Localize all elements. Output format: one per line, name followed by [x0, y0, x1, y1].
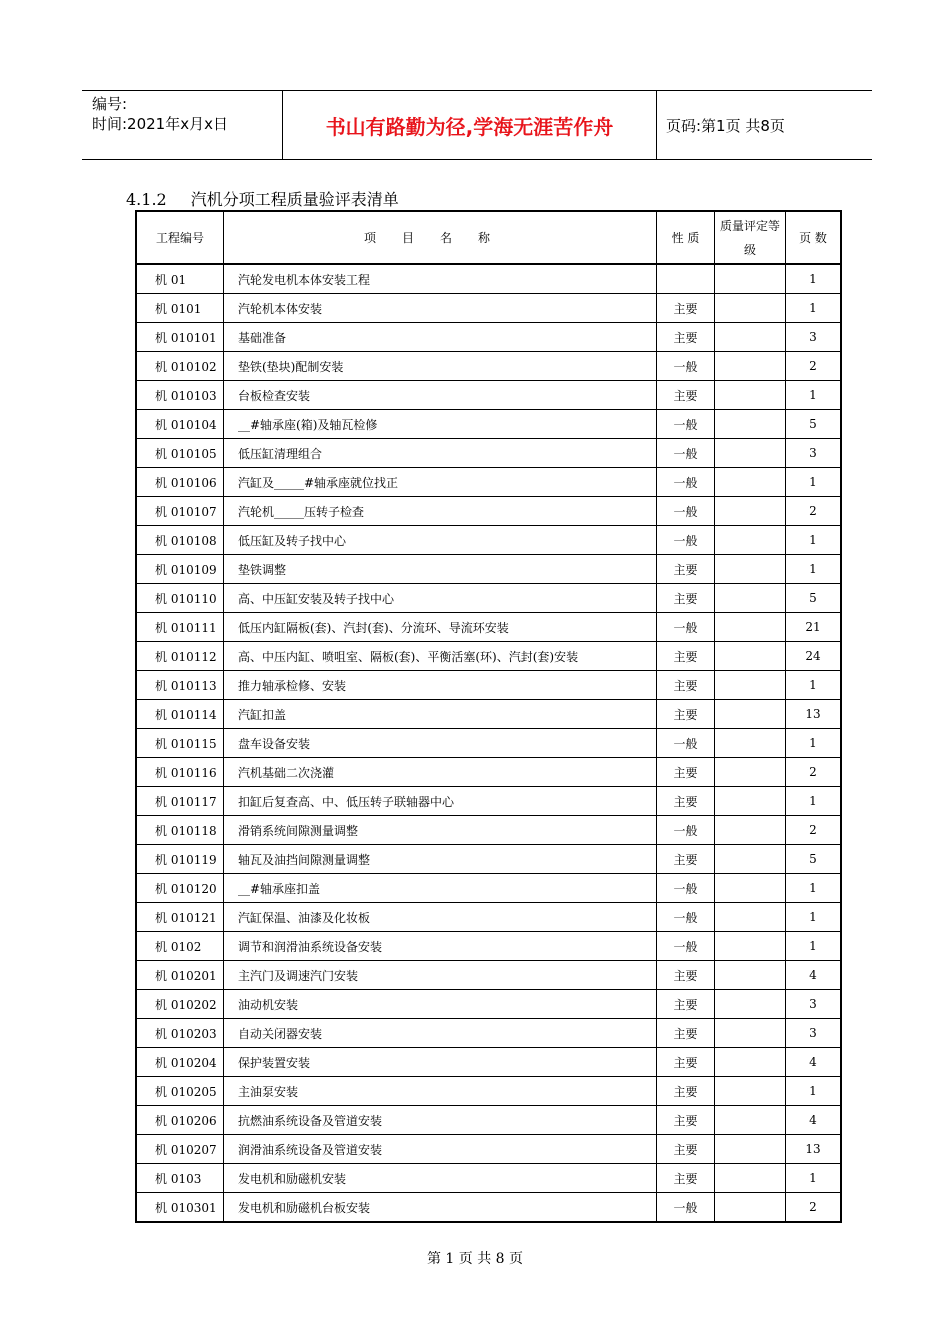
cell-name: __#轴承座扣盖 [224, 874, 657, 903]
cell-name: 汽缸扣盖 [224, 700, 657, 729]
table-row [136, 1019, 841, 1048]
cell-nature: 主要 [657, 1077, 715, 1106]
cell-nature: 一般 [657, 497, 715, 526]
cell-code: 机 010301 [136, 1193, 224, 1223]
cell-nature: 一般 [657, 352, 715, 381]
cell-code: 机 010106 [136, 468, 224, 497]
section-number: 4.1.2 [126, 190, 167, 209]
inspection-table [135, 210, 842, 1223]
table-row [136, 439, 841, 468]
cell-code: 机 010111 [136, 613, 224, 642]
cell-nature: 一般 [657, 729, 715, 758]
cell-code: 机 010101 [136, 323, 224, 352]
cell-grade [715, 787, 786, 816]
cell-nature: 一般 [657, 874, 715, 903]
cell-pages: 2 [786, 352, 842, 381]
cell-name: 汽轮机本体安装 [224, 294, 657, 323]
cell-pages: 5 [786, 584, 842, 613]
cell-code: 机 010112 [136, 642, 224, 671]
cell-pages: 1 [786, 874, 842, 903]
table-row [136, 758, 841, 787]
cell-code: 机 010202 [136, 990, 224, 1019]
cell-grade [715, 497, 786, 526]
cell-name: 扣缸后复查高、中、低压转子联轴器中心 [224, 787, 657, 816]
cell-code: 机 010105 [136, 439, 224, 468]
cell-nature: 主要 [657, 758, 715, 787]
cell-name: 推力轴承检修、安装 [224, 671, 657, 700]
cell-name: 滑销系统间隙测量调整 [224, 816, 657, 845]
cell-nature: 主要 [657, 961, 715, 990]
cell-pages: 1 [786, 787, 842, 816]
cell-pages: 3 [786, 323, 842, 352]
cell-name: 汽缸及_____#轴承座就位找正 [224, 468, 657, 497]
cell-grade [715, 758, 786, 787]
table-row [136, 1077, 841, 1106]
cell-name: 主汽门及调速汽门安装 [224, 961, 657, 990]
cell-nature: 主要 [657, 1135, 715, 1164]
table-row [136, 497, 841, 526]
cell-nature: 一般 [657, 613, 715, 642]
table-row [136, 526, 841, 555]
cell-code: 机 010108 [136, 526, 224, 555]
table-row [136, 555, 841, 584]
cell-grade [715, 874, 786, 903]
cell-nature: 主要 [657, 1019, 715, 1048]
cell-pages: 1 [786, 1164, 842, 1193]
header-code: 工程编号 [136, 211, 224, 264]
cell-nature: 一般 [657, 903, 715, 932]
cell-code: 机 010204 [136, 1048, 224, 1077]
cell-pages: 4 [786, 1048, 842, 1077]
cell-name: 汽缸保温、油漆及化妆板 [224, 903, 657, 932]
cell-nature: 主要 [657, 845, 715, 874]
cell-nature: 主要 [657, 294, 715, 323]
cell-name: 汽机基础二次浇灌 [224, 758, 657, 787]
cell-pages: 4 [786, 1106, 842, 1135]
cell-code: 机 010121 [136, 903, 224, 932]
cell-grade [715, 671, 786, 700]
table-row [136, 816, 841, 845]
cell-name: 低压缸及转子找中心 [224, 526, 657, 555]
cell-code: 机 010109 [136, 555, 224, 584]
cell-name: 汽轮发电机本体安装工程 [224, 264, 657, 294]
cell-code: 机 010104 [136, 410, 224, 439]
cell-grade [715, 294, 786, 323]
header-meta [82, 91, 283, 159]
cell-pages: 1 [786, 264, 842, 294]
cell-nature: 一般 [657, 1193, 715, 1223]
cell-nature: 一般 [657, 932, 715, 961]
cell-code: 机 010205 [136, 1077, 224, 1106]
table-row [136, 613, 841, 642]
cell-pages: 3 [786, 1019, 842, 1048]
cell-grade [715, 990, 786, 1019]
table-row [136, 1193, 841, 1223]
cell-pages: 1 [786, 903, 842, 932]
cell-code: 机 0102 [136, 932, 224, 961]
cell-pages: 1 [786, 468, 842, 497]
cell-nature: 主要 [657, 1048, 715, 1077]
cell-pages: 13 [786, 700, 842, 729]
cell-name: 油动机安装 [224, 990, 657, 1019]
cell-grade [715, 439, 786, 468]
table-row [136, 700, 841, 729]
cell-code: 机 010115 [136, 729, 224, 758]
cell-grade [715, 584, 786, 613]
table-row [136, 990, 841, 1019]
cell-name: 发电机和励磁机台板安装 [224, 1193, 657, 1223]
table-row [136, 903, 841, 932]
cell-pages: 4 [786, 961, 842, 990]
cell-grade [715, 1048, 786, 1077]
cell-grade [715, 816, 786, 845]
cell-grade [715, 1019, 786, 1048]
cell-code: 机 010206 [136, 1106, 224, 1135]
cell-nature: 主要 [657, 323, 715, 352]
cell-name: 垫铁调整 [224, 555, 657, 584]
cell-name: 盘车设备安装 [224, 729, 657, 758]
page-header [82, 90, 872, 160]
cell-grade [715, 613, 786, 642]
cell-grade [715, 700, 786, 729]
cell-code: 机 0101 [136, 294, 224, 323]
section-title: 汽机分项工程质量验评表清单 [190, 190, 399, 209]
table-row [136, 1164, 841, 1193]
cell-name: 抗燃油系统设备及管道安装 [224, 1106, 657, 1135]
header-page-info: 页码:第1页 共8页 [666, 116, 785, 135]
cell-code: 机 010110 [136, 584, 224, 613]
cell-code: 机 01 [136, 264, 224, 294]
cell-pages: 1 [786, 729, 842, 758]
cell-name: 台板检查安装 [224, 381, 657, 410]
cell-nature: 主要 [657, 555, 715, 584]
cell-name: 保护装置安装 [224, 1048, 657, 1077]
table-row [136, 961, 841, 990]
cell-code: 机 010114 [136, 700, 224, 729]
table-body [136, 264, 841, 1222]
table-row [136, 1048, 841, 1077]
cell-nature: 一般 [657, 816, 715, 845]
cell-code: 机 010102 [136, 352, 224, 381]
cell-name: 垫铁(垫块)配制安装 [224, 352, 657, 381]
header-motto: 书山有路勤为径,学海无涯苦作舟 [283, 91, 657, 159]
cell-pages: 1 [786, 381, 842, 410]
cell-nature [657, 264, 715, 294]
cell-grade [715, 845, 786, 874]
cell-nature: 主要 [657, 671, 715, 700]
cell-pages: 2 [786, 758, 842, 787]
cell-pages: 1 [786, 294, 842, 323]
cell-grade [715, 352, 786, 381]
cell-pages: 1 [786, 526, 842, 555]
cell-code: 机 0103 [136, 1164, 224, 1193]
cell-nature: 一般 [657, 410, 715, 439]
cell-name: 基础准备 [224, 323, 657, 352]
section-heading [126, 187, 399, 210]
cell-pages: 3 [786, 439, 842, 468]
table-row [136, 787, 841, 816]
cell-name: 自动关闭器安装 [224, 1019, 657, 1048]
number-label: 编号: [92, 95, 128, 113]
cell-pages: 21 [786, 613, 842, 642]
cell-grade [715, 1077, 786, 1106]
table-row [136, 671, 841, 700]
table-row [136, 410, 841, 439]
cell-nature: 主要 [657, 584, 715, 613]
cell-code: 机 010103 [136, 381, 224, 410]
cell-grade [715, 555, 786, 584]
cell-name: 汽轮机_____压转子检查 [224, 497, 657, 526]
cell-grade [715, 932, 786, 961]
table-row [136, 264, 841, 294]
cell-code: 机 010107 [136, 497, 224, 526]
cell-pages: 1 [786, 1077, 842, 1106]
cell-grade [715, 264, 786, 294]
cell-grade [715, 468, 786, 497]
cell-name: 主油泵安装 [224, 1077, 657, 1106]
cell-nature: 主要 [657, 1106, 715, 1135]
cell-name: 高、中压内缸、喷咀室、隔板(套)、平衡活塞(环)、汽封(套)安装 [224, 642, 657, 671]
cell-code: 机 010201 [136, 961, 224, 990]
cell-name: 发电机和励磁机安装 [224, 1164, 657, 1193]
cell-nature: 一般 [657, 526, 715, 555]
cell-name: 低压缸清理组合 [224, 439, 657, 468]
cell-nature: 主要 [657, 381, 715, 410]
cell-grade [715, 642, 786, 671]
table-row [136, 352, 841, 381]
cell-pages: 2 [786, 816, 842, 845]
cell-nature: 主要 [657, 1164, 715, 1193]
cell-pages: 5 [786, 845, 842, 874]
cell-grade [715, 323, 786, 352]
table-row [136, 729, 841, 758]
cell-name: __#轴承座(箱)及轴瓦检修 [224, 410, 657, 439]
page-footer: 第 1 页 共 8 页 [426, 1251, 524, 1267]
cell-code: 机 010117 [136, 787, 224, 816]
cell-grade [715, 729, 786, 758]
table-row [136, 1135, 841, 1164]
table-row [136, 1106, 841, 1135]
table-row [136, 294, 841, 323]
cell-name: 低压内缸隔板(套)、汽封(套)、分流环、导流环安装 [224, 613, 657, 642]
cell-nature: 主要 [657, 700, 715, 729]
cell-nature: 主要 [657, 990, 715, 1019]
table-header-row [136, 211, 841, 264]
cell-grade [715, 1106, 786, 1135]
cell-pages: 5 [786, 410, 842, 439]
table-row [136, 932, 841, 961]
cell-grade [715, 1193, 786, 1223]
cell-grade [715, 1164, 786, 1193]
cell-pages: 3 [786, 990, 842, 1019]
cell-grade [715, 526, 786, 555]
table-row [136, 584, 841, 613]
cell-code: 机 010120 [136, 874, 224, 903]
cell-nature: 主要 [657, 642, 715, 671]
table-row [136, 874, 841, 903]
cell-pages: 1 [786, 555, 842, 584]
header-nature: 性 质 [657, 211, 715, 264]
table-row [136, 323, 841, 352]
cell-code: 机 010203 [136, 1019, 224, 1048]
header-grade: 质量评定等级 [715, 211, 786, 264]
cell-pages: 1 [786, 932, 842, 961]
cell-code: 机 010207 [136, 1135, 224, 1164]
cell-grade [715, 1135, 786, 1164]
cell-nature: 一般 [657, 439, 715, 468]
table-row [136, 642, 841, 671]
cell-name: 高、中压缸安装及转子找中心 [224, 584, 657, 613]
table-row [136, 381, 841, 410]
header-pages: 页 数 [786, 211, 842, 264]
cell-code: 机 010113 [136, 671, 224, 700]
table-row [136, 845, 841, 874]
cell-pages: 1 [786, 671, 842, 700]
cell-nature: 一般 [657, 468, 715, 497]
cell-grade [715, 903, 786, 932]
cell-code: 机 010116 [136, 758, 224, 787]
table-row [136, 468, 841, 497]
cell-name: 轴瓦及油挡间隙测量调整 [224, 845, 657, 874]
cell-pages: 2 [786, 1193, 842, 1223]
cell-grade [715, 961, 786, 990]
cell-code: 机 010119 [136, 845, 224, 874]
time-label: 时间:2021年x月x日 [92, 115, 228, 133]
cell-pages: 13 [786, 1135, 842, 1164]
cell-name: 调节和润滑油系统设备安装 [224, 932, 657, 961]
cell-grade [715, 381, 786, 410]
cell-grade [715, 410, 786, 439]
cell-pages: 2 [786, 497, 842, 526]
cell-name: 润滑油系统设备及管道安装 [224, 1135, 657, 1164]
cell-code: 机 010118 [136, 816, 224, 845]
cell-nature: 主要 [657, 787, 715, 816]
cell-pages: 24 [786, 642, 842, 671]
header-name: 项目名称 [224, 211, 657, 264]
